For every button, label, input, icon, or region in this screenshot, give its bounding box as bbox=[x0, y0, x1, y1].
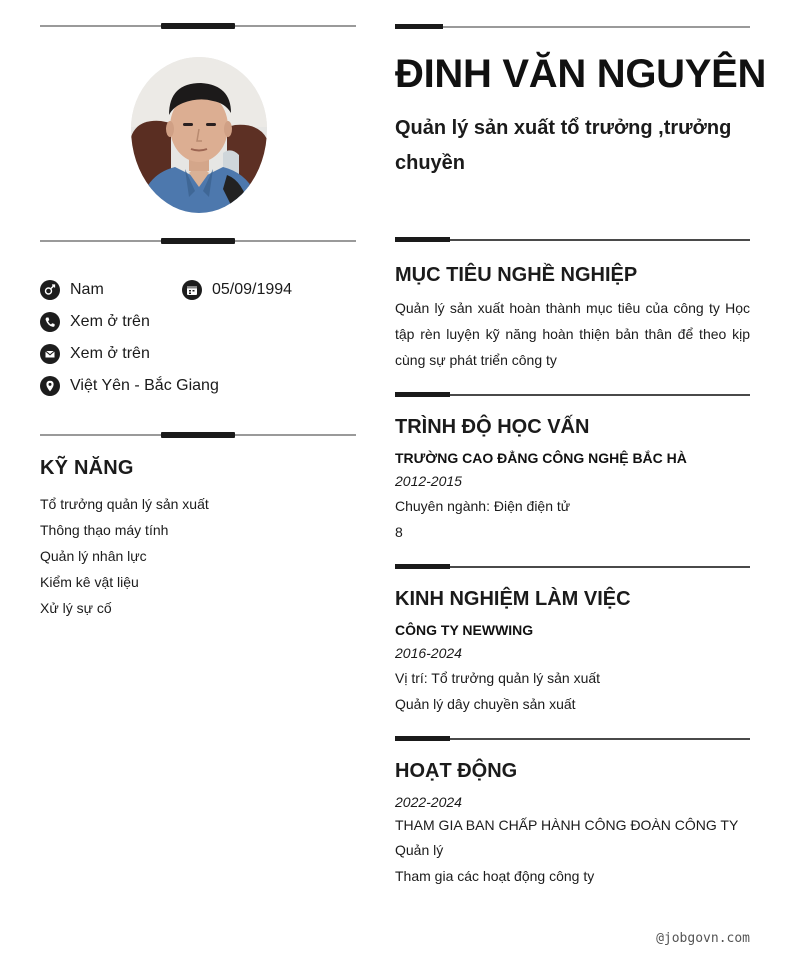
job-title: Quản lý sản xuất tổ trưởng ,trưởng chuyền bbox=[395, 117, 732, 174]
skill-item: Thông thạo máy tính bbox=[40, 522, 169, 538]
envelope-icon bbox=[40, 344, 60, 364]
education-title: TRÌNH ĐỘ HỌC VẤN bbox=[395, 416, 590, 438]
activities-role: Quản lý bbox=[395, 842, 444, 858]
address-row bbox=[40, 376, 219, 396]
activities-title: HOẠT ĐỘNG bbox=[395, 760, 518, 782]
experience-period: 2016-2024 bbox=[395, 645, 462, 661]
gender-row bbox=[40, 280, 104, 300]
objective-divider bbox=[395, 239, 750, 241]
left-mid-divider bbox=[40, 240, 356, 242]
activities-divider bbox=[395, 738, 750, 740]
phone-value: Xem ở trên bbox=[70, 313, 150, 330]
skill-item: Tổ trưởng quản lý sản xuất bbox=[40, 496, 209, 512]
person-photo-icon bbox=[131, 57, 267, 213]
experience-title: KINH NGHIỆM LÀM VIỆC bbox=[395, 588, 631, 610]
birthdate-row bbox=[182, 280, 292, 300]
objective-text: Quản lý sản xuất hoàn thành mục tiêu của công ty Học tập rèn luyện kỹ năng hoàn thiện bản thân để theo kịp cùng sự phát triển công ty bbox=[395, 300, 750, 368]
experience-divider bbox=[395, 566, 750, 568]
candidate-name: ĐINH VĂN NGUYÊN bbox=[395, 52, 767, 96]
gender-icon bbox=[40, 280, 60, 300]
location-pin-icon bbox=[40, 376, 60, 396]
skill-item: Xử lý sự cố bbox=[40, 600, 112, 616]
objective-title: MỤC TIÊU NGHỀ NGHIỆP bbox=[395, 264, 638, 286]
avatar bbox=[131, 57, 267, 213]
skill-item: Quản lý nhân lực bbox=[40, 548, 147, 564]
education-divider bbox=[395, 394, 750, 396]
company-name: CÔNG TY NEWWING bbox=[395, 622, 534, 638]
skills-title: KỸ NĂNG bbox=[40, 457, 134, 479]
phone-row bbox=[40, 312, 150, 332]
footer-credit: @jobgovn.com bbox=[656, 931, 750, 946]
email-row bbox=[40, 344, 150, 364]
email-value: Xem ở trên bbox=[70, 345, 150, 362]
gender-value: Nam bbox=[70, 281, 104, 298]
birthdate-value: 05/09/1994 bbox=[212, 281, 293, 298]
activities-period: 2022-2024 bbox=[395, 794, 462, 810]
experience-position: Vị trí: Tổ trưởng quản lý sản xuất bbox=[395, 670, 601, 686]
phone-icon bbox=[40, 312, 60, 332]
school-name: TRƯỜNG CAO ĐẲNG CÔNG NGHỆ BẮC HÀ bbox=[395, 450, 687, 466]
education-period: 2012-2015 bbox=[395, 473, 462, 489]
education-major: Chuyên ngành: Điện điện tử bbox=[395, 498, 571, 514]
activities-org: THAM GIA BAN CHẤP HÀNH CÔNG ĐOÀN CÔNG TY bbox=[395, 817, 739, 833]
left-top-divider bbox=[40, 25, 356, 27]
left-bottom-divider bbox=[40, 434, 356, 436]
education-extra: 8 bbox=[395, 524, 403, 540]
calendar-icon bbox=[182, 280, 202, 300]
experience-desc: Quản lý dây chuyền sản xuất bbox=[395, 696, 576, 712]
name-divider bbox=[395, 26, 750, 28]
address-value: Việt Yên - Bắc Giang bbox=[70, 377, 219, 394]
skills-list bbox=[40, 491, 209, 621]
skill-item: Kiểm kê vật liệu bbox=[40, 574, 139, 590]
activities-desc: Tham gia các hoạt động công ty bbox=[395, 868, 595, 884]
